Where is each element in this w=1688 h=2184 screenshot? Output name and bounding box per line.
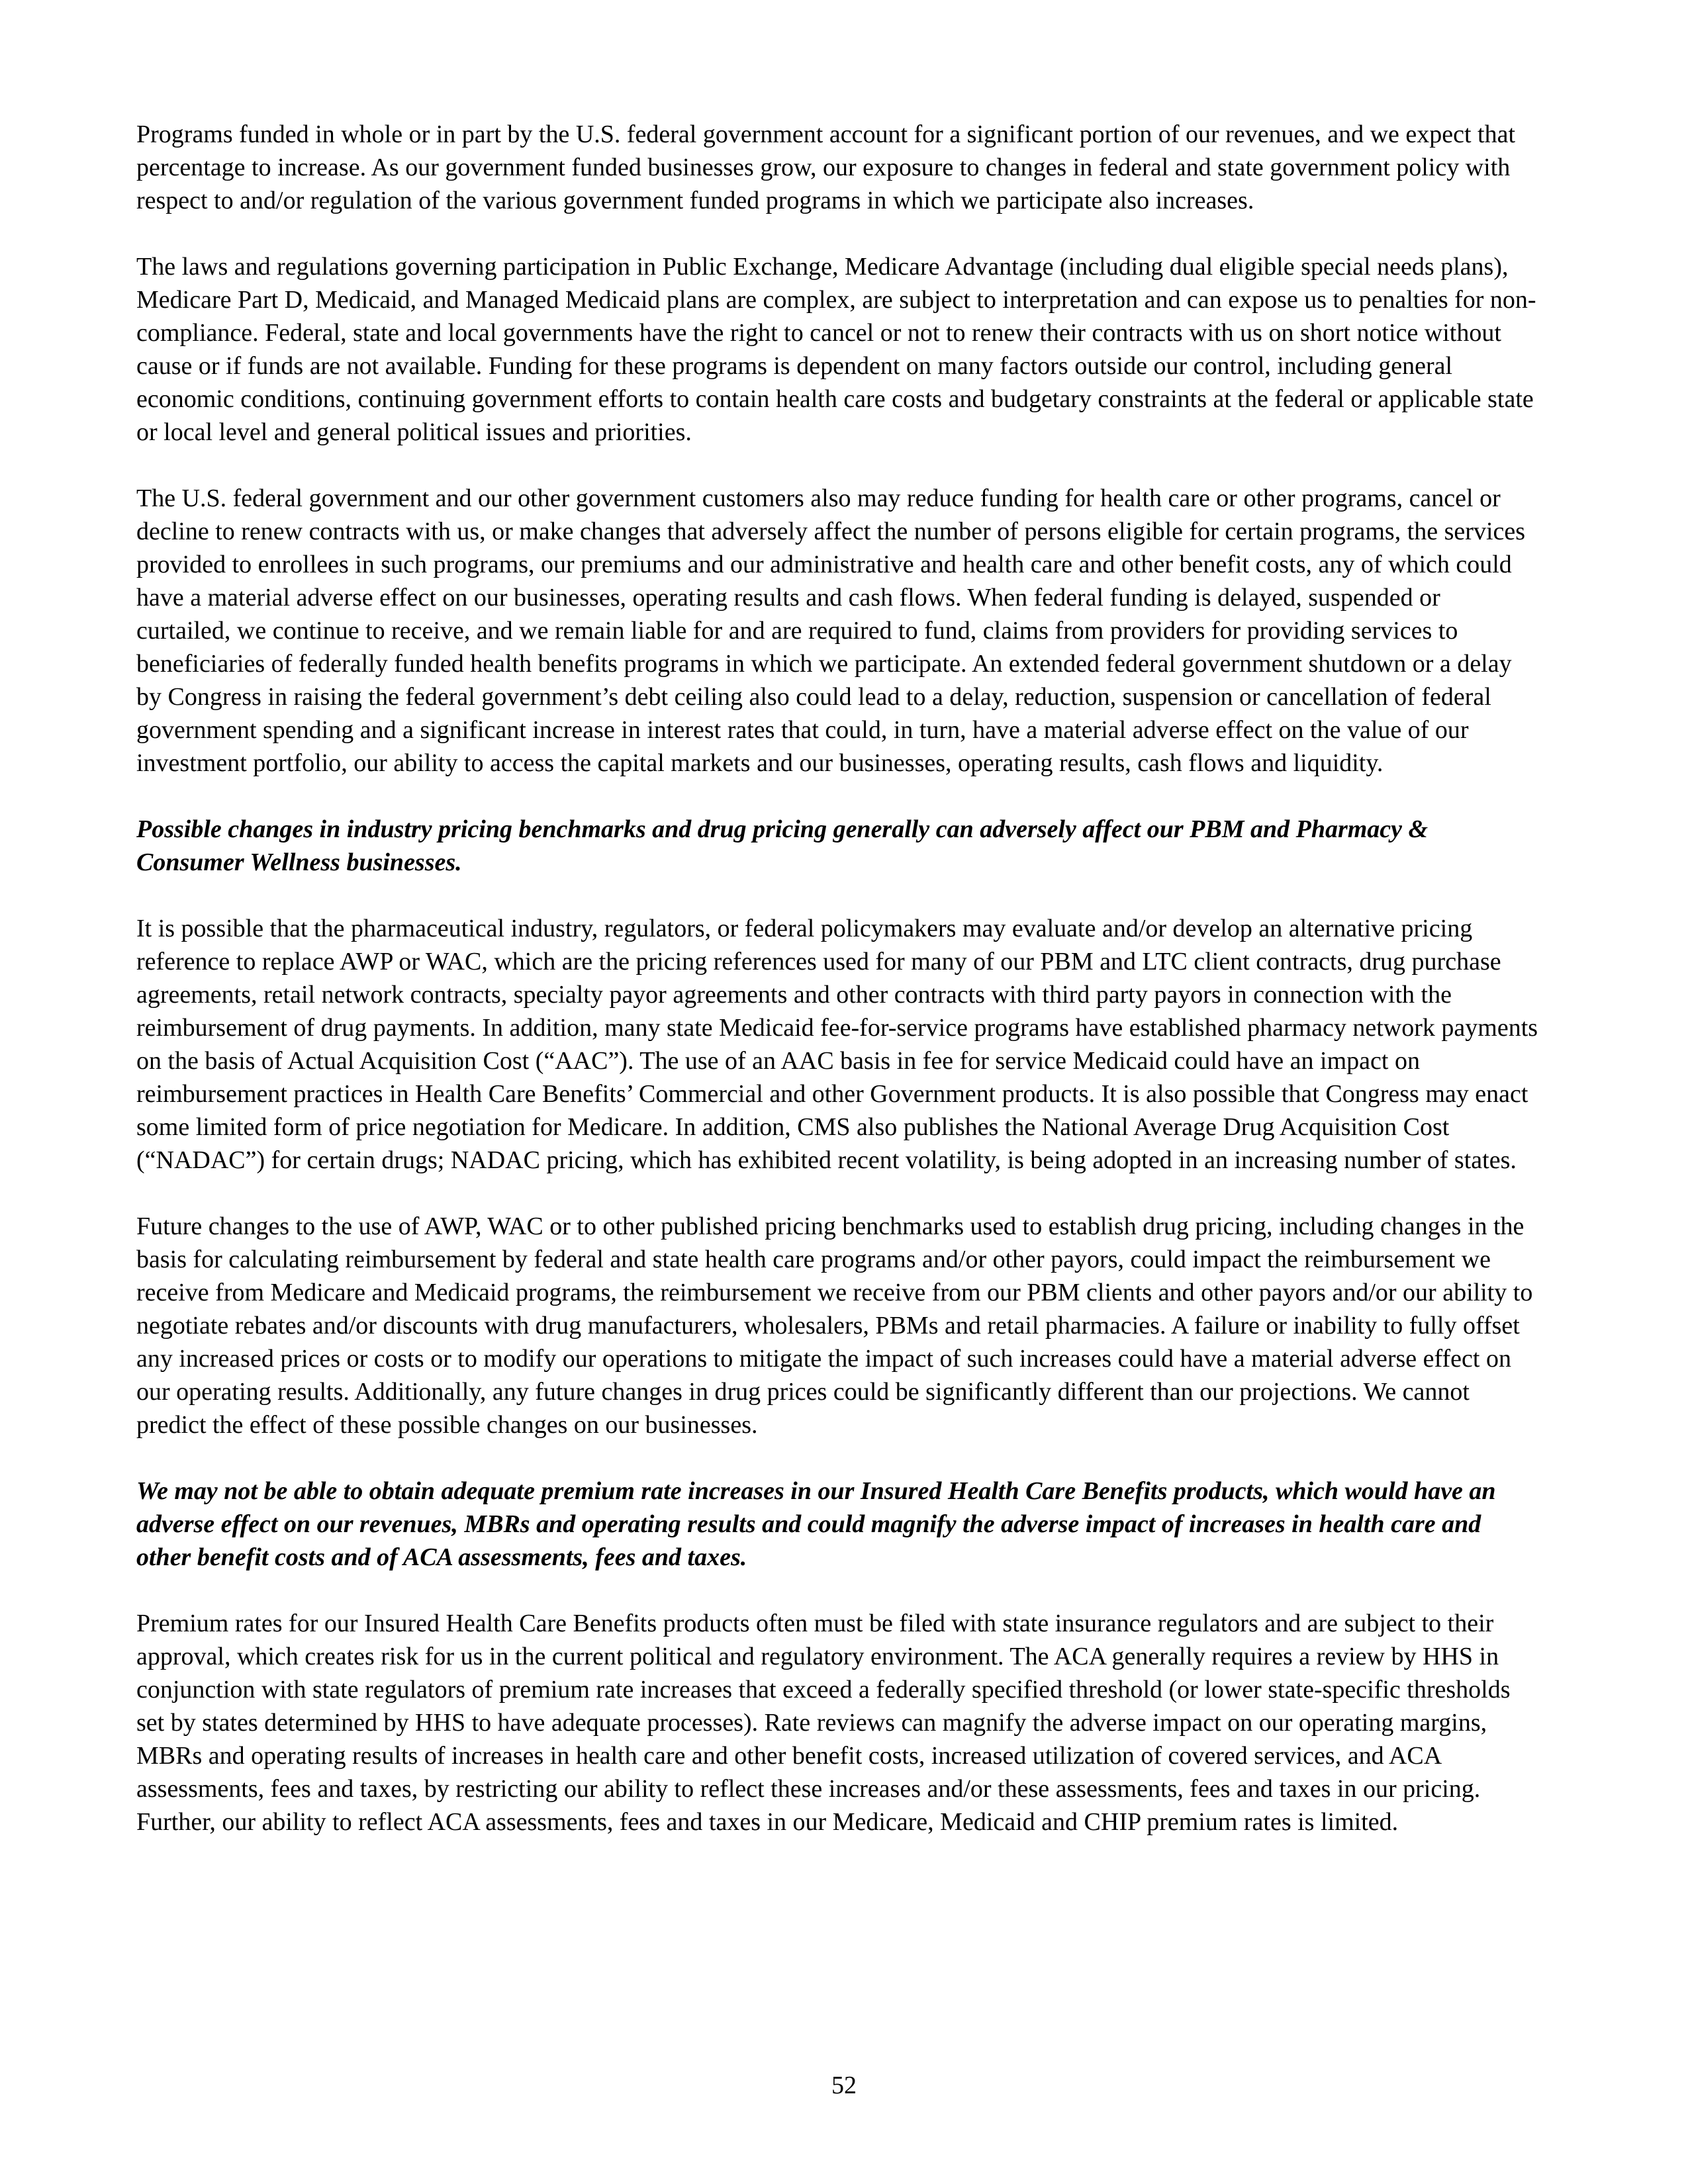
document-body: [136, 118, 1540, 1872]
page-number: 52: [831, 2071, 857, 2099]
paragraph-premium-rates: Premium rates for our Insured Health Care Benefits products often must be filed with state insurance regulators and are subject to their approval, which creates risk for us in the current political and regulatory environment. The ACA generally requires a review by HHS in conjunction with state regulators of premium rate increases that exceed a federally specified threshold (or lower state-specific thresholds set by states determined by HHS to have adequate processes). Rate reviews can magnify the adverse impact on our operating margins, MBRs and operating results of increases in health care and other benefit costs, increased utilization of covered services, and ACA assessments, fees and taxes, by restricting our ability to reflect these increases and/or these assessments, fees and taxes in our pricing. Further, our ability to reflect ACA assessments, fees and taxes in our Medicare, Medicaid and CHIP premium rates is limited.: [136, 1610, 1511, 1836]
paragraph-federal-funding: The U.S. federal government and our other government customers also may reduce funding for health care or other programs, cancel or decline to renew contracts with us, or make changes that adversely affect the number of persons eligible for certain programs, the services provided to enrollees in such programs, our premiums and our administrative and health care and other benefit costs, any of which could have a material adverse effect on our businesses, operating results and cash flows. When federal funding is delayed, suspended or curtailed, we continue to receive, and we remain liable for and are required to fund, claims from providers for providing services to beneficiaries of federally funded health benefits programs in which we participate. An extended federal government shutdown or a delay by Congress in raising the federal government’s debt ceiling also could lead to a delay, reduction, suspension or cancellation of federal government spending and a significant increase in interest rates that could, in turn, have a material adverse effect on the value of our investment portfolio, our ability to access the capital markets and our businesses, operating results, cash flows and liquidity.: [136, 484, 1526, 777]
paragraph-alternative-pricing-reference: It is possible that the pharmaceutical industry, regulators, or federal policymakers may evaluate and/or develop an alternative pricing reference to replace AWP or WAC, which are the pricing references used for many of our PBM and LTC client contracts, drug purchase agreements, retail network contracts, specialty payor agreements and other contracts with third party payors in connection with the reimbursement of drug payments. In addition, many state Medicaid fee-for-service programs have established pharmacy network payments on the basis of Actual Acquisition Cost (“AAC”). The use of an AAC basis in fee for service Medicaid could have an impact on reimbursement practices in Health Care Benefits’ Commercial and other Government products. It is also possible that Congress may enact some limited form of price negotiation for Medicare. In addition, CMS also publishes the National Average Drug Acquisition Cost (“NADAC”) for certain drugs; NADAC pricing, which has exhibited recent volatility, is being adopted in an increasing number of states.: [136, 915, 1538, 1174]
section-heading-premium-rate-increases: We may not be able to obtain adequate premium rate increases in our Insured Health Care Benefits products, which would have an adverse effect on our revenues, MBRs and operating results and could magnify the adverse impact of increases in health care and other benefit costs and of ACA assessments, fees and taxes.: [136, 1477, 1496, 1571]
paragraph-laws-and-regulations: The laws and regulations governing participation in Public Exchange, Medicare Advantage (including dual eligible special needs plans), Medicare Part D, Medicaid, and Managed Medicaid plans are complex, are subject to interpretation and can expose us to penalties for non-compliance. Federal, state and local governments have the right to cancel or not to renew their contracts with us on short notice without cause or if funds are not available. Funding for these programs is dependent on many factors outside our control, including general economic conditions, continuing government efforts to contain health care costs and budgetary constraints at the federal or applicable state or local level and general political issues and priorities.: [136, 253, 1536, 446]
paragraph-government-programs: Programs funded in whole or in part by the U.S. federal government account for a significant portion of our revenues, and we expect that percentage to increase. As our government funded businesses grow, our exposure to changes in federal and state government policy with respect to and/or regulation of the various government funded programs in which we participate also increases.: [136, 120, 1516, 214]
paragraph-future-pricing-changes: Future changes to the use of AWP, WAC or to other published pricing benchmarks used to establish drug pricing, including changes in the basis for calculating reimbursement by federal and state health care programs and/or other payors, could impact the reimbursement we receive from Medicare and Medicaid programs, the reimbursement we receive from our PBM clients and other payors and/or our ability to negotiate rebates and/or discounts with drug manufacturers, wholesalers, PBMs and retail pharmacies. A failure or inability to fully offset any increased prices or costs or to modify our operations to mitigate the impact of such increases could have a material adverse effect on our operating results. Additionally, any future changes in drug prices could be significantly different than our projections. We cannot predict the effect of these possible changes on our businesses.: [136, 1212, 1533, 1439]
section-heading-pricing-benchmarks: Possible changes in industry pricing benchmarks and drug pricing generally can adversely affect our PBM and Pharmacy & Consumer Wellness businesses.: [136, 815, 1429, 876]
